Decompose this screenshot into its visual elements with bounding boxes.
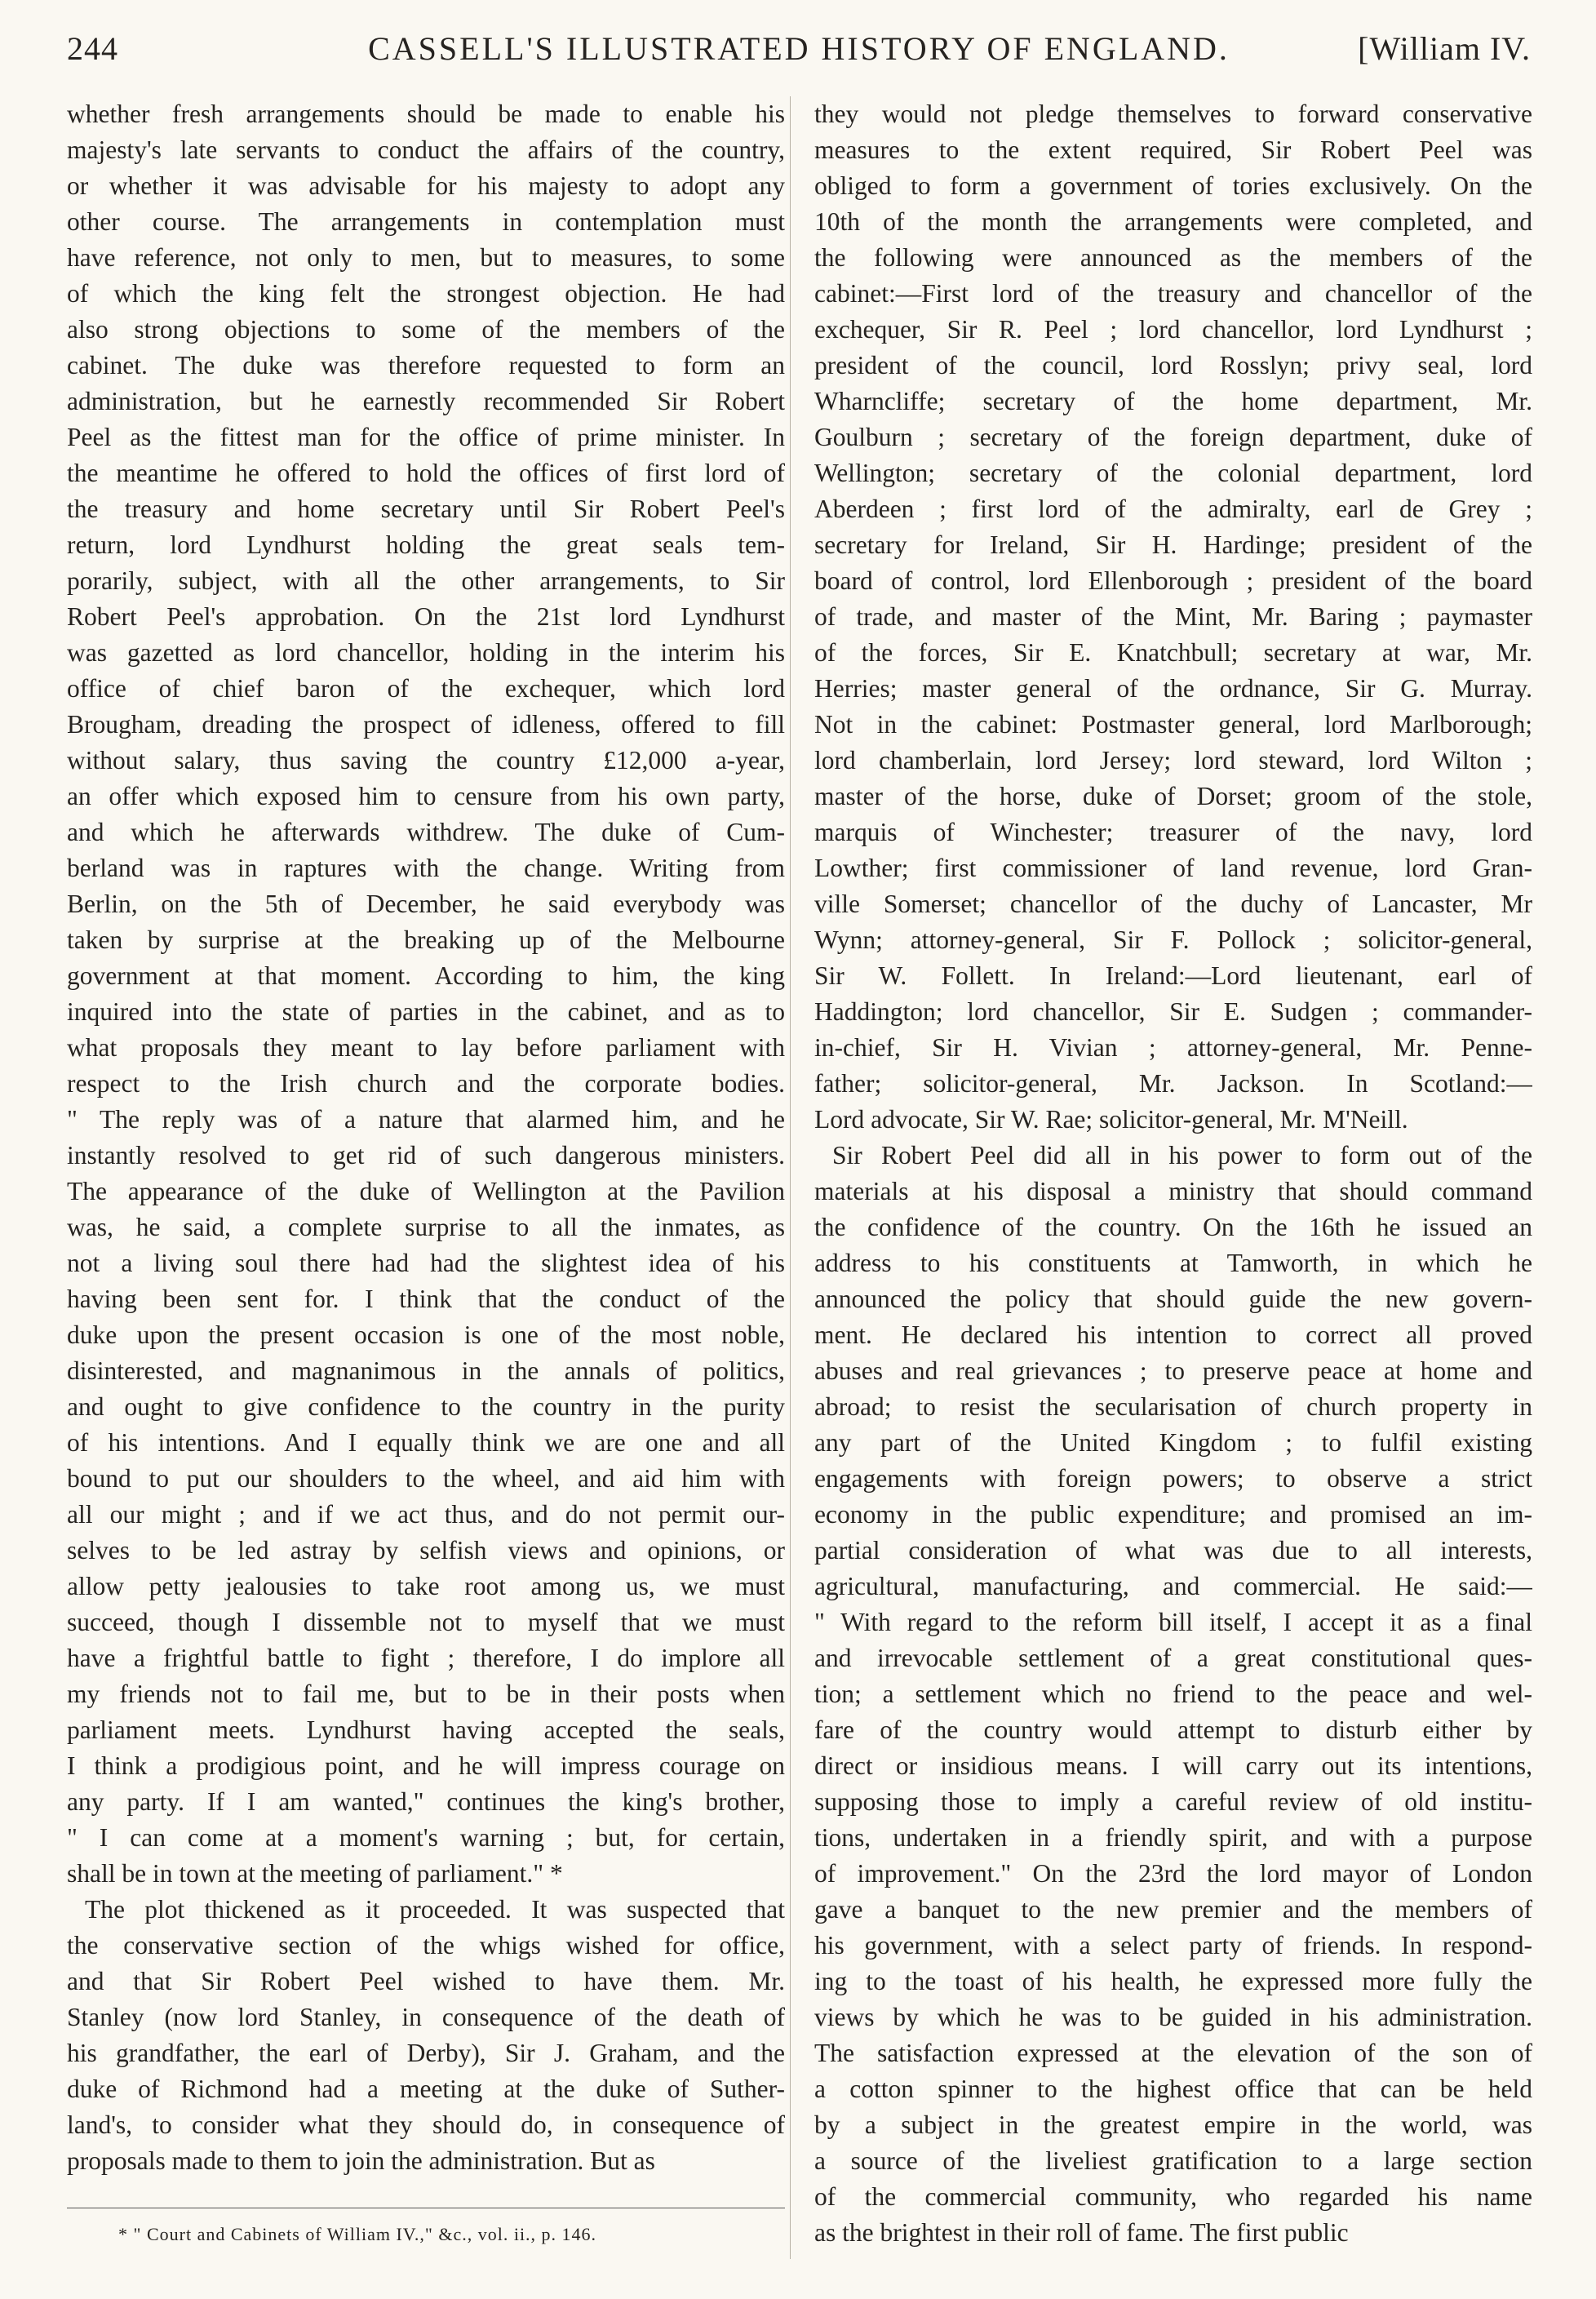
text-line: proposals made to them to join the administration. But as (67, 2146, 655, 2175)
text-line: the meantime he offered to hold the offices of first lord of (67, 459, 785, 487)
text-line: porarily, subject, with all the other arrangements, to Sir (67, 566, 785, 595)
text-line: marquis of Winchester; treasurer of the navy, lord (814, 818, 1532, 846)
text-line: any part of the United Kingdom ; to fulfil existing (814, 1428, 1532, 1457)
text-line: by a subject in the greatest empire in the world, was (814, 2110, 1532, 2139)
text-line: as the brightest in their roll of fame. The first public (814, 2218, 1349, 2247)
text-line: and ought to give confidence to the country in the purity (67, 1392, 785, 1421)
text-line: respect to the Irish church and the corporate bodies. (67, 1069, 785, 1098)
text-line: whether fresh arrangements should be made to enable his (67, 100, 785, 128)
text-line: of improvement." On the 23rd the lord mayor of London (814, 1859, 1532, 1888)
text-line: cabinet. The duke was therefore requested to form an (67, 351, 785, 379)
text-line: Aberdeen ; first lord of the admiralty, earl de Grey ; (814, 495, 1532, 523)
text-line: agricultural, manufacturing, and commercial. He said:— (814, 1572, 1532, 1600)
text-line: Brougham, dreading the prospect of idleness, offered to fill (67, 710, 785, 739)
text-line: ville Somerset; chancellor of the duchy of Lancaster, Mr (814, 890, 1532, 918)
text-line: government at that moment. According to him, the king (67, 961, 785, 990)
text-line: Sir Robert Peel did all in his power to form out of the (832, 1141, 1532, 1169)
text-line: views by which he was to be guided in his administration. (814, 2003, 1532, 2031)
text-line: not a living soul there had had the slightest idea of his (67, 1249, 785, 1277)
text-line: Lord advocate, Sir W. Rae; solicitor-general, Mr. M'Neill. (814, 1105, 1408, 1134)
text-line: fare of the country would attempt to disturb either by (814, 1715, 1532, 1744)
text-line: inquired into the state of parties in the cabinet, and as to (67, 997, 785, 1026)
text-line: succeed, though I dissemble not to myself that we must (67, 1608, 785, 1636)
text-line: measures to the extent required, Sir Robert Peel was (814, 135, 1532, 164)
text-line: selves to be led astray by selfish views and opinions, or (67, 1536, 785, 1564)
text-line: Lowther; first commissioner of land revenue, lord Gran- (814, 854, 1532, 882)
text-line: the treasury and home secretary until Sir Robert Peel's (67, 495, 785, 523)
text-line: Wellington; secretary of the colonial department, lord (814, 459, 1532, 487)
text-line: abroad; to resist the secularisation of church property in (814, 1392, 1532, 1421)
text-line: direct or insidious means. I will carry out its intentions, (814, 1751, 1532, 1780)
text-line: president of the council, lord Rosslyn; privy seal, lord (814, 351, 1532, 379)
text-line: exchequer, Sir R. Peel ; lord chancellor, lord Lyndhurst ; (814, 315, 1532, 344)
running-title: CASSELL'S ILLUSTRATED HISTORY OF ENGLAND. (368, 30, 1230, 67)
text-line: an offer which exposed him to censure from his own party, (67, 782, 785, 810)
text-line: address to his constituents at Tamworth, in which he (814, 1249, 1532, 1277)
text-line: " I can come at a moment's warning ; but, for certain, (67, 1823, 785, 1852)
text-line: abuses and real grievances ; to preserve peace at home and (814, 1356, 1532, 1385)
text-line: return, lord Lyndhurst holding the great seals tem- (67, 530, 785, 559)
text-line: I think a prodigious point, and he will impress courage on (67, 1751, 785, 1780)
text-line: was gazetted as lord chancellor, holding in the interim his (67, 638, 785, 667)
text-line: Herries; master general of the ordnance, Sir G. Murray. (814, 674, 1532, 703)
text-line: duke of Richmond had a meeting at the duke of Suther- (67, 2075, 785, 2103)
column-divider (790, 96, 791, 2259)
text-line: was, he said, a complete surprise to all the inmates, as (67, 1213, 785, 1241)
text-line: the confidence of the country. On the 16th he issued an (814, 1213, 1532, 1241)
running-head: [William IV. (1358, 30, 1531, 67)
text-line: announced the policy that should guide the new govern- (814, 1285, 1532, 1313)
text-line: ment. He declared his intention to correct all proved (814, 1320, 1532, 1349)
text-line: The plot thickened as it proceeded. It was suspected that (85, 1895, 785, 1924)
text-line: supposing those to imply a careful review of old institu- (814, 1787, 1532, 1816)
text-line: all our might ; and if we act thus, and do not permit our- (67, 1500, 785, 1529)
text-line: majesty's late servants to conduct the affairs of the country, (67, 135, 785, 164)
text-line: secretary for Ireland, Sir H. Hardinge; president of the (814, 530, 1532, 559)
text-line: obliged to form a government of tories exclusively. On the (814, 171, 1532, 200)
text-line: also strong objections to some of the members of the (67, 315, 785, 344)
text-line: allow petty jealousies to take root among us, we must (67, 1572, 785, 1600)
text-line: his government, with a select party of friends. In respond- (814, 1931, 1532, 1959)
text-line: parliament meets. Lyndhurst having accepted the seals, (67, 1715, 785, 1744)
text-line: partial consideration of what was due to all interests, (814, 1536, 1532, 1564)
text-line: have a frightful battle to fight ; therefore, I do implore all (67, 1644, 785, 1672)
text-line: a source of the liveliest gratification to a large section (814, 2146, 1532, 2175)
text-line: tion; a settlement which no friend to the peace and wel- (814, 1680, 1532, 1708)
text-line: bound to put our shoulders to the wheel, and aid him with (67, 1464, 785, 1493)
text-line: Sir W. Follett. In Ireland:—Lord lieutenant, earl of (814, 961, 1532, 990)
text-line: shall be in town at the meeting of parliament." * (67, 1859, 563, 1888)
text-line: engagements with foreign powers; to observe a strict (814, 1464, 1532, 1493)
text-line: economy in the public expenditure; and promised an im- (814, 1500, 1532, 1529)
text-line: father; solicitor-general, Mr. Jackson. In Scotland:— (814, 1069, 1532, 1098)
text-line: " The reply was of a nature that alarmed him, and he (67, 1105, 785, 1134)
text-line: Berlin, on the 5th of December, he said everybody was (67, 890, 785, 918)
text-line: the conservative section of the whigs wished for office, (67, 1931, 785, 1959)
text-line: of the forces, Sir E. Knatchbull; secretary at war, Mr. (814, 638, 1532, 667)
text-line: of trade, and master of the Mint, Mr. Baring ; paymaster (814, 602, 1532, 631)
text-line: land's, to consider what they should do, in consequence of (67, 2110, 785, 2139)
left-column (67, 96, 785, 2210)
text-line: 10th of the month the arrangements were completed, and (814, 207, 1532, 236)
text-line: have reference, not only to men, but to measures, to some (67, 243, 785, 272)
text-line: lord chamberlain, lord Jersey; lord steward, lord Wilton ; (814, 746, 1532, 774)
text-line: the following were announced as the members of the (814, 243, 1532, 272)
text-line: of his intentions. And I equally think we are one and all (67, 1428, 785, 1457)
text-line: administration, but he earnestly recommended Sir Robert (67, 387, 785, 415)
text-line: taken by surprise at the breaking up of the Melbourne (67, 925, 785, 954)
text-line: a cotton spinner to the highest office that can be held (814, 2075, 1532, 2103)
text-line: disinterested, and magnanimous in the annals of politics, (67, 1356, 785, 1385)
page-header (67, 29, 1531, 78)
text-line: and which he afterwards withdrew. The duke of Cum- (67, 818, 785, 846)
text-line: of the commercial community, who regarded his name (814, 2182, 1532, 2211)
text-line: in-chief, Sir H. Vivian ; attorney-general, Mr. Penne- (814, 1033, 1532, 1062)
text-line: berland was in raptures with the change. Writing from (67, 854, 785, 882)
text-line: instantly resolved to get rid of such dangerous ministers. (67, 1141, 785, 1169)
text-line: office of chief baron of the exchequer, which lord (67, 674, 785, 703)
text-line: materials at his disposal a ministry that should command (814, 1177, 1532, 1205)
text-line: Peel as the fittest man for the office of prime minister. In (67, 423, 785, 451)
text-line: Haddington; lord chancellor, Sir E. Sudgen ; commander- (814, 997, 1532, 1026)
text-line: Wynn; attorney-general, Sir F. Pollock ; solicitor-general, (814, 925, 1532, 954)
text-line: they would not pledge themselves to forward conservative (814, 100, 1532, 128)
text-line: Goulburn ; secretary of the foreign department, duke of (814, 423, 1532, 451)
text-line: Robert Peel's approbation. On the 21st lord Lyndhurst (67, 602, 785, 631)
text-line: having been sent for. I think that the conduct of the (67, 1285, 785, 1313)
text-line: duke upon the present occasion is one of the most noble, (67, 1320, 785, 1349)
text-line: cabinet:—First lord of the treasury and chancellor of the (814, 279, 1532, 308)
text-line: ing to the toast of his health, he expressed more fully the (814, 1967, 1532, 1995)
text-line: " With regard to the reform bill itself, I accept it as a final (814, 1608, 1532, 1636)
text-line: board of control, lord Ellenborough ; president of the board (814, 566, 1532, 595)
text-line: Not in the cabinet: Postmaster general, lord Marlborough; (814, 710, 1532, 739)
right-column (814, 96, 1532, 2247)
text-line: The appearance of the duke of Wellington at the Pavilion (67, 1177, 785, 1205)
text-line: other course. The arrangements in contemplation must (67, 207, 785, 236)
text-line: tions, undertaken in a friendly spirit, and with a purpose (814, 1823, 1532, 1852)
text-line: my friends not to fail me, but to be in their posts when (67, 1680, 785, 1708)
text-line: gave a banquet to the new premier and the members of (814, 1895, 1532, 1924)
text-line: The satisfaction expressed at the elevation of the son of (814, 2039, 1532, 2067)
page-number: 244 (67, 30, 118, 67)
text-line: or whether it was advisable for his majesty to adopt any (67, 171, 785, 200)
text-line: Stanley (now lord Stanley, in consequence of the death of (67, 2003, 785, 2031)
text-line: and that Sir Robert Peel wished to have them. Mr. (67, 1967, 785, 1995)
text-line: Wharncliffe; secretary of the home department, Mr. (814, 387, 1532, 415)
text-line: master of the horse, duke of Dorset; groom of the stole, (814, 782, 1532, 810)
text-line: of which the king felt the strongest objection. He had (67, 279, 785, 308)
text-line: and irrevocable settlement of a great constitutional ques- (814, 1644, 1532, 1672)
text-line: without salary, thus saving the country £12,000 a-year, (67, 746, 785, 774)
footnote: * " Court and Cabinets of William IV.," &c., vol. ii., p. 146. (118, 2224, 597, 2244)
text-line: what proposals they meant to lay before parliament with (67, 1033, 785, 1062)
text-line: any party. If I am wanted," continues the king's brother, (67, 1787, 785, 1816)
text-line: his grandfather, the earl of Derby), Sir J. Graham, and the (67, 2039, 785, 2067)
